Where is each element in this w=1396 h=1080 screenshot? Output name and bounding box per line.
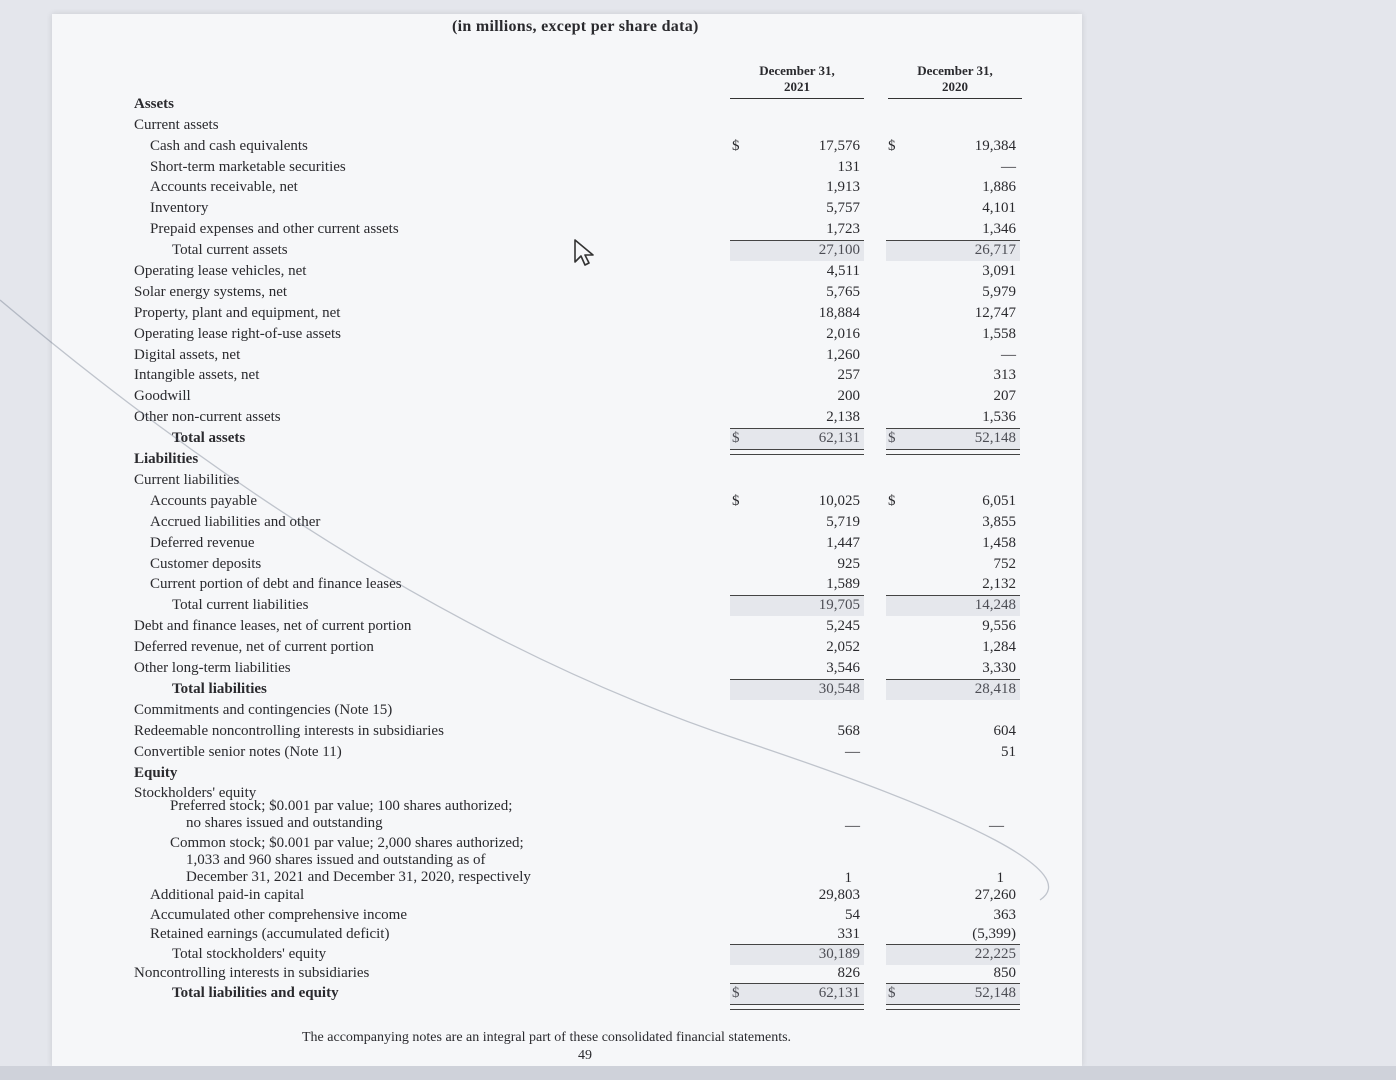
dollar-sign: $: [732, 138, 740, 154]
value-2021: 1,913: [826, 179, 860, 195]
value-2020: 3,855: [982, 514, 1016, 530]
value-2021: 27,100: [818, 242, 860, 258]
page-number: 49: [578, 1048, 592, 1063]
value-2020: 3,091: [982, 263, 1016, 279]
value-2020: 28,418: [974, 681, 1016, 697]
row-label: no shares issued and outstanding: [186, 815, 383, 831]
value-2021: 200: [837, 388, 860, 404]
row-label: Short-term marketable securities: [150, 159, 346, 175]
row-label: Deferred revenue: [150, 535, 255, 551]
value-2021: 5,719: [826, 514, 860, 530]
row-label: Stockholders' equity: [134, 785, 257, 801]
value-2021: 5,765: [826, 284, 860, 300]
table-row: [0, 965, 1396, 985]
total-double-rule: [886, 1004, 1020, 1010]
value-2021: 19,705: [818, 597, 860, 613]
value-2021: 30,548: [818, 681, 860, 697]
value-2021: 30,189: [818, 946, 860, 962]
column-header-label: December 31,: [917, 63, 993, 78]
value-2020: 52,148: [974, 985, 1016, 1001]
value-2020: 1,536: [982, 409, 1016, 425]
column-header-year: 2021: [784, 79, 810, 94]
table-row: [0, 681, 1396, 701]
table-row: [0, 887, 1396, 907]
subtotal-shading: [730, 945, 864, 965]
value-2020: 1,458: [982, 535, 1016, 551]
screen-bottom-edge: [0, 1066, 1396, 1080]
table-row: [0, 514, 1396, 534]
value-2021: 1,723: [826, 221, 860, 237]
value-2020: 207: [993, 388, 1016, 404]
table-row: [0, 326, 1396, 346]
value-2021: 2,052: [826, 639, 860, 655]
value-2020: 3,330: [982, 660, 1016, 676]
row-label: Operating lease right-of-use assets: [134, 326, 342, 342]
value-2020: 604: [993, 723, 1016, 739]
table-row: [0, 556, 1396, 576]
table-row: [0, 388, 1396, 408]
row-label: Noncontrolling interests in subsidiaries: [134, 965, 370, 981]
value-2021: —: [845, 818, 860, 834]
value-2020: 26,717: [974, 242, 1016, 258]
row-label: Total liabilities: [172, 681, 267, 697]
row-label: Inventory: [150, 200, 209, 216]
row-label: Preferred stock; $0.001 par value; 100 shares authorized;: [170, 798, 513, 814]
dollar-sign: $: [732, 493, 740, 509]
row-label: Accounts payable: [150, 493, 258, 509]
row-label: Total current assets: [172, 242, 288, 258]
value-2020: 52,148: [974, 430, 1016, 446]
subtotal-shading: [730, 984, 864, 1004]
value-2020: 752: [993, 556, 1016, 572]
table-row: [0, 926, 1396, 946]
value-2021: 925: [837, 556, 860, 572]
value-2021: 1,589: [826, 576, 860, 592]
value-2020: 850: [993, 965, 1016, 981]
table-row: [0, 200, 1396, 220]
subtotal-shading: [730, 429, 864, 449]
value-2021: 62,131: [818, 430, 860, 446]
row-label: Other long-term liabilities: [134, 660, 291, 676]
table-row: [0, 221, 1396, 241]
value-2020: 2,132: [982, 576, 1016, 592]
value-2020: 1,558: [982, 326, 1016, 342]
row-label: Commitments and contingencies (Note 15): [134, 702, 393, 718]
row-label: Total current liabilities: [172, 597, 309, 613]
row-label: Total assets: [172, 430, 246, 446]
table-row: [0, 451, 1396, 471]
table-row: [0, 242, 1396, 262]
value-2021: 568: [837, 723, 860, 739]
dollar-sign: $: [732, 430, 740, 446]
row-label: Total stockholders' equity: [172, 946, 327, 962]
dollar-sign: $: [888, 430, 896, 446]
table-row: [0, 597, 1396, 617]
table-row: [0, 535, 1396, 555]
value-2020: 1,284: [982, 639, 1016, 655]
table-row: [0, 179, 1396, 199]
value-2021: —: [845, 744, 860, 760]
subtotal-shading: [730, 596, 864, 616]
table-row: [0, 138, 1396, 158]
table-row: [0, 263, 1396, 283]
subtotal-shading: [886, 241, 1020, 261]
row-label: Current portion of debt and finance leases: [150, 576, 402, 592]
table-row: [0, 347, 1396, 367]
table-row: [0, 744, 1396, 764]
units-note: (in millions, except per share data): [452, 18, 699, 35]
row-label: Common stock; $0.001 par value; 2,000 shares authorized;: [170, 835, 524, 851]
table-row: [0, 493, 1396, 513]
table-row: [0, 430, 1396, 450]
value-2021: 4,511: [826, 263, 860, 279]
row-label: Debt and finance leases, net of current portion: [134, 618, 412, 634]
row-label: Property, plant and equipment, net: [134, 305, 341, 321]
row-label: Current assets: [134, 117, 219, 133]
table-row: [0, 472, 1396, 492]
table-row: [0, 985, 1396, 1005]
value-2021: 2,138: [826, 409, 860, 425]
row-label: Prepaid expenses and other current assets: [150, 221, 399, 237]
dollar-sign: $: [732, 985, 740, 1001]
row-label: Intangible assets, net: [134, 367, 260, 383]
value-2020: 5,979: [982, 284, 1016, 300]
value-2021: 131: [837, 159, 860, 175]
value-2020: 1,886: [982, 179, 1016, 195]
row-label: Cash and cash equivalents: [150, 138, 308, 154]
value-2020: 4,101: [982, 200, 1016, 216]
table-row: [0, 639, 1396, 659]
row-label: Accumulated other comprehensive income: [150, 907, 407, 923]
row-label: Goodwill: [134, 388, 191, 404]
value-2020: (5,399): [972, 926, 1016, 942]
value-2021: 331: [837, 926, 860, 942]
table-row: [0, 907, 1396, 927]
row-label: Customer deposits: [150, 556, 262, 572]
dollar-sign: $: [888, 985, 896, 1001]
row-label: 1,033 and 960 shares issued and outstanding as of: [186, 852, 486, 868]
row-label: Deferred revenue, net of current portion: [134, 639, 374, 655]
total-double-rule: [730, 1004, 864, 1010]
row-label: Operating lease vehicles, net: [134, 263, 307, 279]
row-label: Accrued liabilities and other: [150, 514, 321, 530]
value-2020: 22,225: [974, 946, 1016, 962]
subtotal-shading: [886, 680, 1020, 700]
table-row: [0, 765, 1396, 785]
row-label: Equity: [134, 765, 178, 781]
value-2021: 54: [845, 907, 860, 923]
footer-note: The accompanying notes are an integral part of these consolidated financial statements.: [302, 1030, 792, 1045]
value-2020: 6,051: [982, 493, 1016, 509]
subtotal-shading: [886, 429, 1020, 449]
value-2021: 1: [844, 870, 852, 886]
table-row: [0, 946, 1396, 966]
value-2020: 363: [993, 907, 1016, 923]
value-2021: 29,803: [818, 887, 860, 903]
value-2021: 257: [837, 367, 860, 383]
table-row: [0, 618, 1396, 638]
subtotal-shading: [730, 680, 864, 700]
value-2020: —: [1001, 159, 1016, 175]
value-2021: 1,447: [826, 535, 860, 551]
row-label: Convertible senior notes (Note 11): [134, 744, 342, 760]
table-row: [0, 723, 1396, 743]
row-label: Accounts receivable, net: [150, 179, 298, 195]
table-row: [0, 660, 1396, 680]
subtotal-shading: [886, 596, 1020, 616]
value-2021: 62,131: [818, 985, 860, 1001]
value-2020: 12,747: [974, 305, 1016, 321]
row-label: Assets: [134, 96, 174, 112]
value-2021: 826: [837, 965, 860, 981]
value-2020: 1: [996, 870, 1004, 886]
table-row: [0, 409, 1396, 429]
value-2020: 9,556: [982, 618, 1016, 634]
row-label: Other non-current assets: [134, 409, 281, 425]
table-row: [0, 576, 1396, 596]
table-row: [0, 702, 1396, 722]
subtotal-shading: [730, 241, 864, 261]
row-label: December 31, 2021 and December 31, 2020, respectively: [186, 869, 531, 885]
value-2021: 3,546: [826, 660, 860, 676]
column-header-label: December 31,: [759, 63, 835, 78]
value-2020: 19,384: [974, 138, 1016, 154]
value-2021: 2,016: [826, 326, 860, 342]
value-2021: 1,260: [826, 347, 860, 363]
row-label: Total liabilities and equity: [172, 985, 339, 1001]
row-label: Redeemable noncontrolling interests in subsidiaries: [134, 723, 444, 739]
table-row: [0, 367, 1396, 387]
value-2020: 51: [1001, 744, 1016, 760]
dollar-sign: $: [888, 138, 896, 154]
value-2021: 10,025: [818, 493, 860, 509]
row-label: Digital assets, net: [134, 347, 241, 363]
value-2020: 14,248: [974, 597, 1016, 613]
row-label: Solar energy systems, net: [134, 284, 288, 300]
value-2021: 17,576: [818, 138, 860, 154]
dollar-sign: $: [888, 493, 896, 509]
value-2021: 5,757: [826, 200, 860, 216]
value-2020: 1,346: [982, 221, 1016, 237]
subtotal-shading: [886, 945, 1020, 965]
table-row: [0, 305, 1396, 325]
column-header-2021: [730, 63, 864, 95]
value-2020: —: [1001, 347, 1016, 363]
table-row: [0, 117, 1396, 137]
subtotal-shading: [886, 984, 1020, 1004]
row-label: Retained earnings (accumulated deficit): [150, 926, 390, 942]
table-row: [0, 96, 1396, 116]
table-row: [0, 159, 1396, 179]
value-2020: —: [989, 818, 1004, 834]
value-2020: 27,260: [974, 887, 1016, 903]
value-2020: 313: [993, 367, 1016, 383]
column-header-year: 2020: [942, 79, 968, 94]
column-header-2020: [888, 63, 1022, 95]
row-label: Additional paid-in capital: [150, 887, 305, 903]
value-2021: 18,884: [818, 305, 860, 321]
value-2021: 5,245: [826, 618, 860, 634]
table-row: [0, 284, 1396, 304]
row-label: Liabilities: [134, 451, 199, 467]
row-label: Current liabilities: [134, 472, 240, 488]
mouse-pointer-icon: [572, 238, 598, 268]
